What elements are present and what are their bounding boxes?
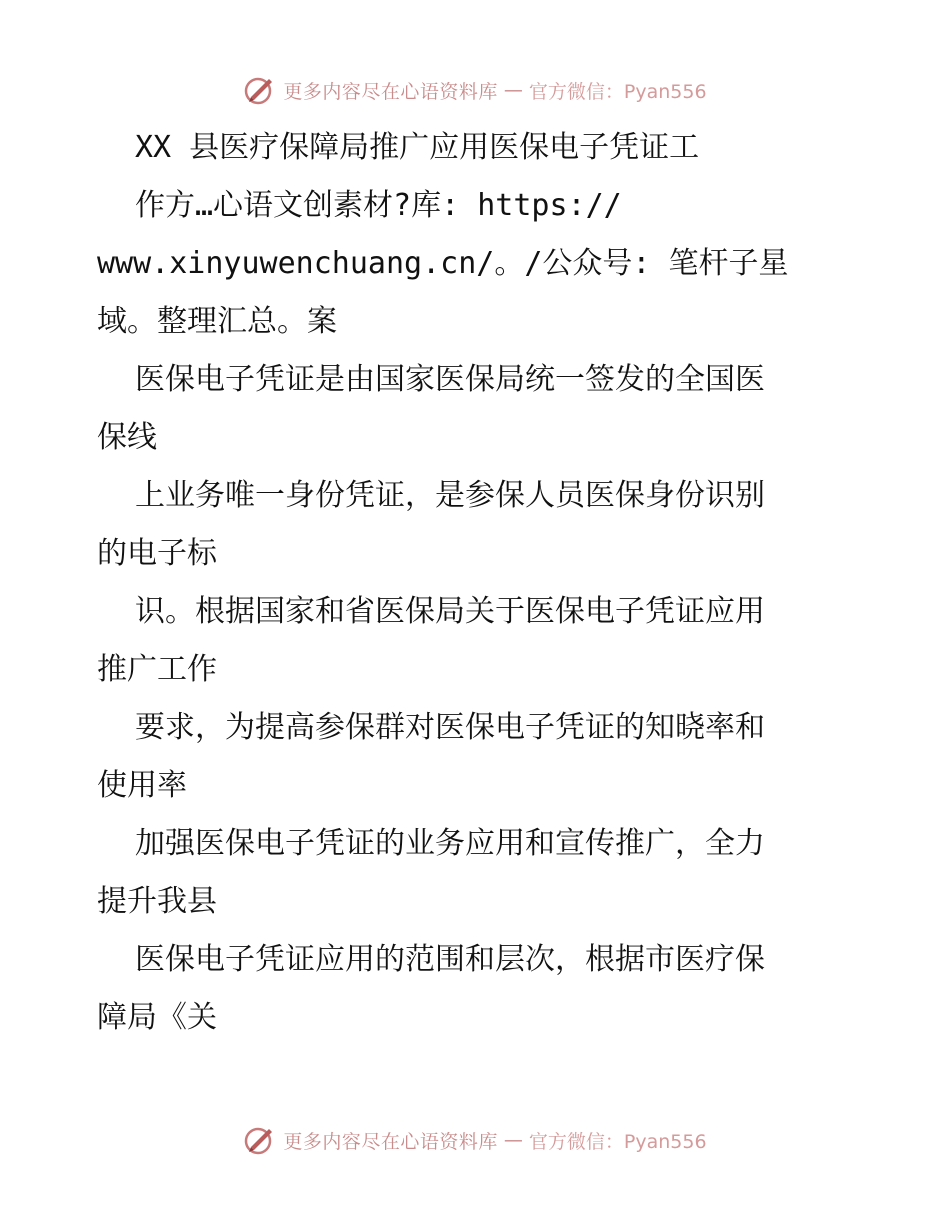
header-banner-separator: — xyxy=(503,79,523,101)
text-line: 医保电子凭证应用的范围和层次，根据市医疗保 xyxy=(135,942,765,977)
text-line: 的电子标 xyxy=(97,536,217,571)
footer-banner xyxy=(0,1120,950,1160)
text-line: 医保电子凭证是由国家医保局统一签发的全国医 xyxy=(135,362,765,397)
text-line: 使用率 xyxy=(97,768,187,803)
pen-logo-icon xyxy=(243,73,277,107)
text-line: 上业务唯一身份凭证，是参保人员医保身份识别 xyxy=(135,478,765,513)
pen-logo-icon xyxy=(243,1123,277,1157)
footer-banner-wechat: 官方微信：Pyan556 xyxy=(528,1130,707,1153)
text-line: www.xinyuwenchuang.cn/。/公众号: 笔杆子星 xyxy=(97,246,789,281)
text-line: 推广工作 xyxy=(97,652,217,687)
text-line: 作方…心语文创素材?库: https:// xyxy=(135,188,622,223)
text-line: 加强医保电子凭证的业务应用和宣传推广，全力 xyxy=(135,826,765,861)
text-line: 域。整理汇总。案 xyxy=(97,304,337,339)
text-line: 提升我县 xyxy=(97,884,217,919)
footer-banner-text: 更多内容尽在心语资料库 xyxy=(283,1130,498,1153)
header-banner-text: 更多内容尽在心语资料库 xyxy=(283,80,498,103)
header-banner xyxy=(0,70,950,110)
footer-banner-separator: — xyxy=(503,1129,523,1151)
text-line: 要求，为提高参保群对医保电子凭证的知晓率和 xyxy=(135,710,765,745)
text-line: XX 县医疗保障局推广应用医保电子凭证工 xyxy=(135,130,700,165)
text-line: 识。根据国家和省医保局关于医保电子凭证应用 xyxy=(135,594,765,629)
header-banner-wechat: 官方微信：Pyan556 xyxy=(528,80,707,103)
text-line: 保线 xyxy=(97,420,157,455)
text-line: 障局《关 xyxy=(97,1000,217,1035)
